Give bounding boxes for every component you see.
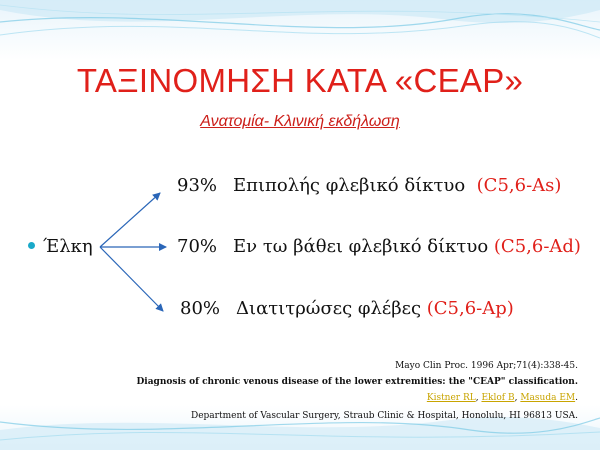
item-label: Διατιτρώσες φλέβες: [236, 298, 422, 319]
author-link-kistner[interactable]: Kistner RL: [426, 393, 476, 403]
item-perforator: [180, 298, 514, 319]
item-percent: 70%: [177, 236, 218, 257]
item-code: (C5,6-Ad): [493, 236, 581, 257]
item-label: Επιπολής φλεβικό δίκτυο: [233, 175, 466, 196]
item-code: (C5,6-As): [476, 175, 562, 196]
item-percent: 93%: [177, 175, 218, 196]
arrow-down: [100, 247, 163, 311]
reference-affiliation: Department of Vascular Surgery, Straub Clinic & Hospital, Honolulu, HI 96813 USA.: [191, 411, 578, 421]
reference-authors: Kistner RL, Eklof B, Masuda EM.: [426, 393, 578, 403]
author-link-masuda[interactable]: Masuda EM: [520, 393, 576, 403]
arrow-up: [100, 193, 160, 247]
slide-subtitle: Ανατομία- Κλινική εκδήλωση: [200, 113, 400, 130]
slide-title: ΤΑΞΙΝΟΜΗΣΗ ΚΑΤΑ «CEAP»: [76, 62, 524, 99]
item-deep: [177, 236, 581, 257]
item-superficial: [177, 175, 561, 196]
item-percent: 80%: [180, 298, 221, 319]
item-label: Εν τω βάθει φλεβικό δίκτυο: [233, 236, 489, 257]
item-code: (C5,6-Ap): [426, 298, 514, 319]
author-link-eklof[interactable]: Eklof B: [481, 393, 515, 403]
reference-article-title: Diagnosis of chronic venous disease of the lower extremities: the "CEAP" classification.: [136, 377, 578, 387]
reference-journal: Mayo Clin Proc. 1996 Apr;71(4):338-45.: [395, 361, 578, 371]
bullet-label: Έλκη: [43, 236, 93, 257]
